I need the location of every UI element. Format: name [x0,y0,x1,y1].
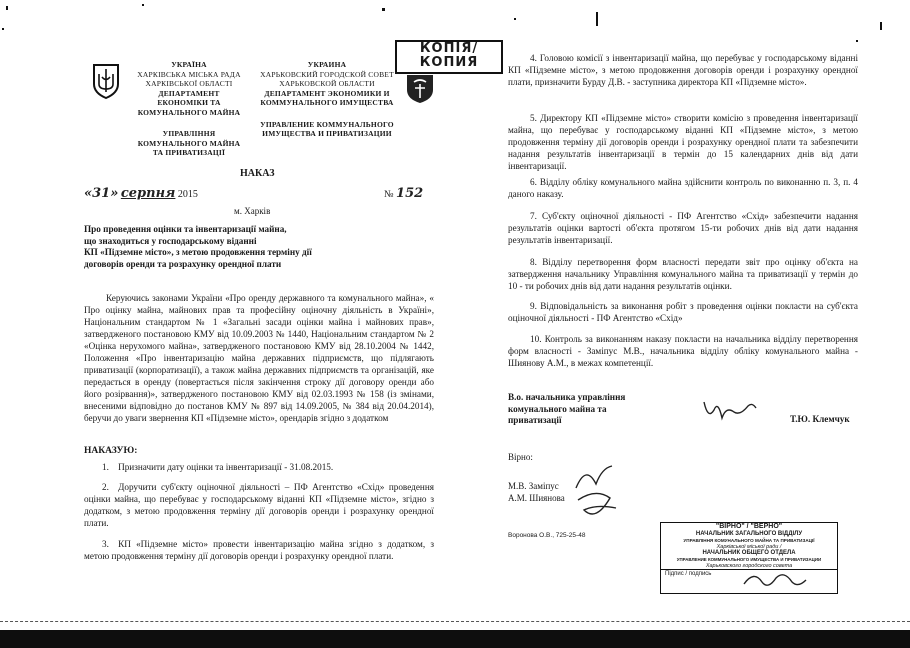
signatory-title-line: комунального майна та [508,403,607,414]
order-item-3: 3. КП «Підземне місто» провести інвентаризацію майна згідно з додатком, з метою продовження терміну дії договорів оренди і розрахунку орендної плати. [84,539,434,561]
order-item-7: 7. Суб'єкту оціночної діяльності - ПФ Агентство «Схід» забезпечити надання результатів оцінки вартості об'єкта протягом 15-ти робочих днів від дати надання результатів інвентаризації. [508,211,858,245]
header-text: ДЕПАРТАМЕНТ ЭКОНОМИКИ И [264,88,390,98]
header-text: ИМУЩЕСТВА И ПРИВАТИЗАЦИИ [262,129,392,138]
stamp-text: Харьковского городского совета [705,563,793,569]
stamp-signature-icon [740,568,810,592]
header-text: КОММУНАЛЬНОГО ИМУЩЕСТВА [260,98,394,107]
header-text: УКРАИНА [307,60,347,69]
subject-line: КП «Підземне місто», з метою продовження терміну дії [84,247,312,257]
stamp-text: Харківської міської ради / [716,544,782,550]
signatory-name: Т.Ю. Клемчук [790,414,850,424]
approvers [508,480,565,504]
header-text: КОМУНАЛЬНОГО МАЙНА [137,138,241,148]
director-signature-icon [700,396,760,426]
header-text: ЕКОНОМІКИ ТА [157,98,221,107]
header-text: ХАРКІВСЬКОЇ ОБЛАСТІ [145,79,233,88]
order-item-5: 5. Директору КП «Підземне місто» створити комісію з проведення інвентаризації майна, що перебуває у господарському віданні КП «Підземне місто», з метою продовження терміну дії договорів оренди і розрахунку орендної плати та забезпечити надання результатів інвентаризації в термін до 15 календарних днів від дати інвентаризації. [508,113,858,171]
stamp-text: УПРАВЛІННЯ КОМУНАЛЬНОГО МАЙНА ТА ПРИВАТИЗАЦІЇ [683,538,815,543]
order-subject [84,224,344,270]
stamp-text: НАЧАЛЬНИК ОБЩЕГО ОТДЕЛА [702,550,796,556]
copy-stamp-text: КОПИЯ [419,55,479,70]
stamp-text: УПРАВЛЕНИЕ КОММУНАЛЬНОГО ИМУЩЕСТВА И ПРИВАТИЗАЦИИ [676,557,822,562]
order-item-8: 8. Відділу перетворення форм власності передати звіт про оцінку об'єкта на затвердження начальнику Управління комунального майна та приватизації у термін до 10 - ти робочих днів від дати надання результатів оцінки. [508,257,858,291]
signatory-title-line: приватизації [508,415,562,425]
stamp-text: Підпис / подпись [661,569,837,579]
header-text: УПРАВЛЕНИЕ КОММУНАЛЬНОГО [260,119,394,129]
stamp-text: "ВІРНО" / "ВЕРНО" [715,523,783,530]
order-item-4: 4. Головою комісії з інвентаризації майна, що перебуває у господарському віданні КП «Підземне місто», з метою продовження договорів оренди і розрахунку орендної плати, призначити Бурду Д.В. - заступника директора КП «Підземне місто». [508,53,858,87]
date-month: серпня [120,186,176,201]
number-prefix: № [384,189,394,200]
copy-stamp [395,40,503,74]
signatory-title-line: В.о. начальника управління [508,392,626,402]
subject-line: що знаходиться у господарському віданні [84,235,257,246]
order-item-10: 10. Контроль за виконанням наказу покласти на начальника відділу перетворення форм власності - Заміпус М.В., начальника відділу обліку комунального майна - Шиянову А.М., в межах компетенції. [508,334,858,368]
date-year: 2015 [177,189,198,200]
executor-info: Воронова О.В., 725-25-48 [508,532,586,539]
approver-name: А.М. Шиянова [508,493,565,503]
order-item-1: 1. Призначити дату оцінки та інвентаризації - 31.08.2015. [102,462,334,472]
header-text: УКРАЇНА [171,60,207,69]
approver-name: М.В. Заміпус [508,481,559,491]
order-heading: НАКАЗУЮ: [84,446,138,456]
left-header [130,60,248,158]
header-text: ХАРЬКОВСКИЙ ГОРОДСКОЙ СОВЕТ [260,69,394,79]
stamp-text: НАЧАЛЬНИК ЗАГАЛЬНОГО ВІДДІЛУ [695,531,803,537]
header-text: ДЕПАРТАМЕНТ [158,88,220,98]
order-city: м. Харків [234,206,271,216]
coat-of-arms-icon [86,62,126,100]
header-text: ТА ПРИВАТИЗАЦІЇ [152,148,226,157]
approver-signature-icon [566,458,622,524]
header-text: ХАРЬКОВСКОЙ ОБЛАСТИ [279,79,375,88]
scan-line [0,621,910,622]
subject-line: договорів оренди та розрахунку орендної плати [84,258,282,269]
subject-line: Про проведення оцінки та інвентаризації майна, [84,224,287,234]
city-emblem-icon [404,72,436,104]
order-date [84,186,198,201]
preamble: Керуючись законами України «Про оренду державного та комунального майна», « Про оцінку майна, майнових прав та професійну оціночну діяльність в Україні», Національним стандартом № 1 «Загальні засади оцінки майна і майнових прав», затвердженого постановою КМУ від 10.09.2003 № 1440, Національним стандартом № 2 «Оцінка нерухомого майна», затвердженого постановою КМУ від 28.10.2004 № 1442, Положення «Про інвентаризацію майна державних підприємств, що підлягають приватизації (корпоратизації), а також майна державних підприємств та організацій, яке передається в оренду (повертається після закінчення строку дії договору оренди або його розірвання)», затвердженого постановою КМУ від 02.03.1993 № 158 (із змінами, внесеними відповідно до постанов КМУ № 897 від 14.09.2005, № 384 від 20.04.2014), беручи до уваги звернення КП «Підземне місто», орендарів згідно з додатком [84,293,434,423]
copy-stamp-text: КОПІЯ/ [419,41,479,56]
number-value: 152 [396,186,424,201]
order-item-9: 9. Відповідальність за виконання робіт з проведення оцінки покласти на суб'єкта оціночної діяльності - ПФ Агентство «Схід» [508,301,858,323]
scan-edge [0,630,910,648]
order-item-2: 2. Доручити суб'єкту оціночної діяльності – ПФ Агентство «Схід» проведення оцінки майна, що перебуває у господарському віданні КП «Підземне місто», згідно з додатком, з метою продовження терміну дії договорів оренди і розрахунку орендної плати. [84,482,434,528]
header-text: УПРАВЛІННЯ [162,129,216,138]
order-item-6: 6. Відділу обліку комунального майна здійснити контроль по виконанню п. 3, п. 4 даного наказу. [508,177,858,199]
order-title: НАКАЗ [240,168,275,179]
right-header [252,60,402,139]
date-day: «31» [84,186,119,201]
signatory-title [508,392,625,427]
header-text: ХАРКІВСЬКА МІСЬКА РАДА [137,69,241,79]
verified-label: Вірно: [508,452,533,462]
order-number [384,186,423,201]
header-text: КОМУНАЛЬНОГО МАЙНА [137,107,241,117]
